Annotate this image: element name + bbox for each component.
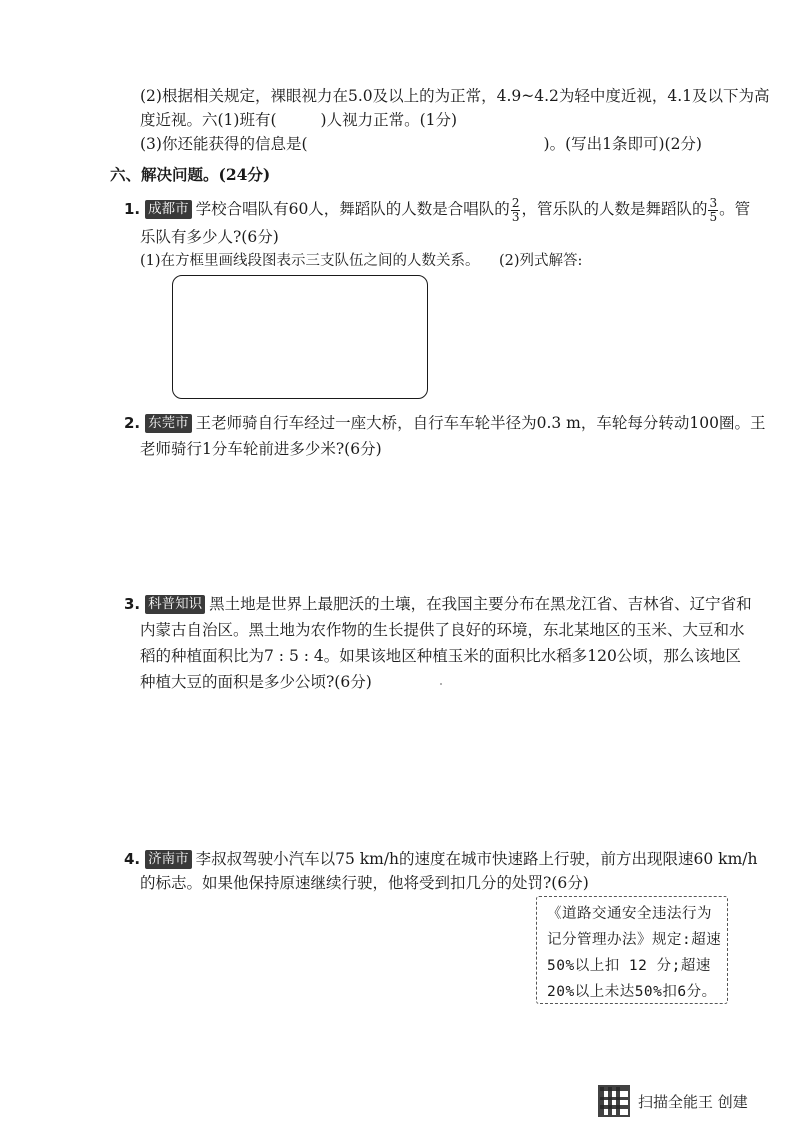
problem4-line1: 4. 济南市 李叔叔驾驶小汽车以75 km/h的速度在城市快速路上行驶，前方出现限速60 km/h — [124, 850, 758, 868]
scan-speck — [440, 683, 442, 685]
scanner-watermark — [598, 1084, 748, 1118]
problem3-line3: 稻的种植面积比为7 : 5 : 4。如果该地区种植玉米的面积比水稻多120公顷，那么该地区 — [140, 647, 741, 665]
note-line: 20%以上未达50%扣6分。 — [547, 984, 717, 1000]
watermark-text: 扫描全能王 创建 — [638, 1092, 748, 1111]
note-line: 记分管理办法》规定:超速 — [547, 932, 722, 948]
problem3-line1: 3. 科普知识 黑土地是世界上最肥沃的土壤，在我国主要分布在黑龙江省、吉林省、辽宁省和 — [124, 595, 752, 613]
problem1-sub1: (1)在方框里画线段图表示三支队伍之间的人数关系。 — [140, 253, 480, 269]
problem4-line2: 的标志。如果他保持原速继续行驶，他将受到扣几分的处罚?(6分) — [140, 874, 589, 892]
topic-tag: 科普知识 — [145, 595, 205, 614]
problem1-line2: 乐队有多少人?(6分) — [140, 228, 279, 246]
problem1-line1: 1. 成都市 学校合唱队有60人，舞蹈队的人数是合唱队的 $\frac{2}{3}$ ，管乐队的人数是舞蹈队的 $\frac{3}{5}$ 。管 — [124, 195, 751, 224]
problem3-line2: 内蒙古自治区。黑土地为农作物的生长提供了良好的环境，东北某地区的玉米、大豆和水 — [140, 621, 745, 639]
q3-line: (3)你还能获得的信息是( )。(写出1条即可)(2分) — [140, 135, 702, 153]
problem1-sub2: (2)列式解答: — [499, 253, 583, 269]
qr-code-icon — [598, 1085, 630, 1117]
region-tag: 东莞市 — [145, 414, 192, 433]
region-tag: 成都市 — [145, 200, 192, 219]
regulation-note — [536, 896, 728, 1004]
problem2-line2: 老师骑行1分车轮前进多少米?(6分) — [140, 440, 382, 458]
fraction: $\frac{2}{3}$ — [511, 195, 520, 224]
region-tag: 济南市 — [145, 850, 192, 869]
section-title: 六、解决问题。(24分) — [110, 165, 271, 184]
note-line: 50%以上扣 12 分;超速 — [547, 958, 711, 974]
problem2-line1: 2. 东莞市 王老师骑自行车经过一座大桥，自行车车轮半径为0.3 m，车轮每分转动100圈。王 — [124, 414, 766, 432]
note-line: 《道路交通安全违法行为 — [547, 906, 712, 922]
q2-line2: 度近视。六(1)班有( )人视力正常。(1分) — [140, 111, 458, 129]
problem3-line4: 种植大豆的面积是多少公顷?(6分) — [140, 673, 372, 691]
fraction: $\frac{3}{5}$ — [709, 195, 718, 224]
drawing-box[interactable] — [172, 275, 428, 399]
q2-line1: (2)根据相关规定，裸眼视力在5.0及以上的为正常，4.9~4.2为轻中度近视，4.1及以下为高 — [140, 87, 770, 105]
